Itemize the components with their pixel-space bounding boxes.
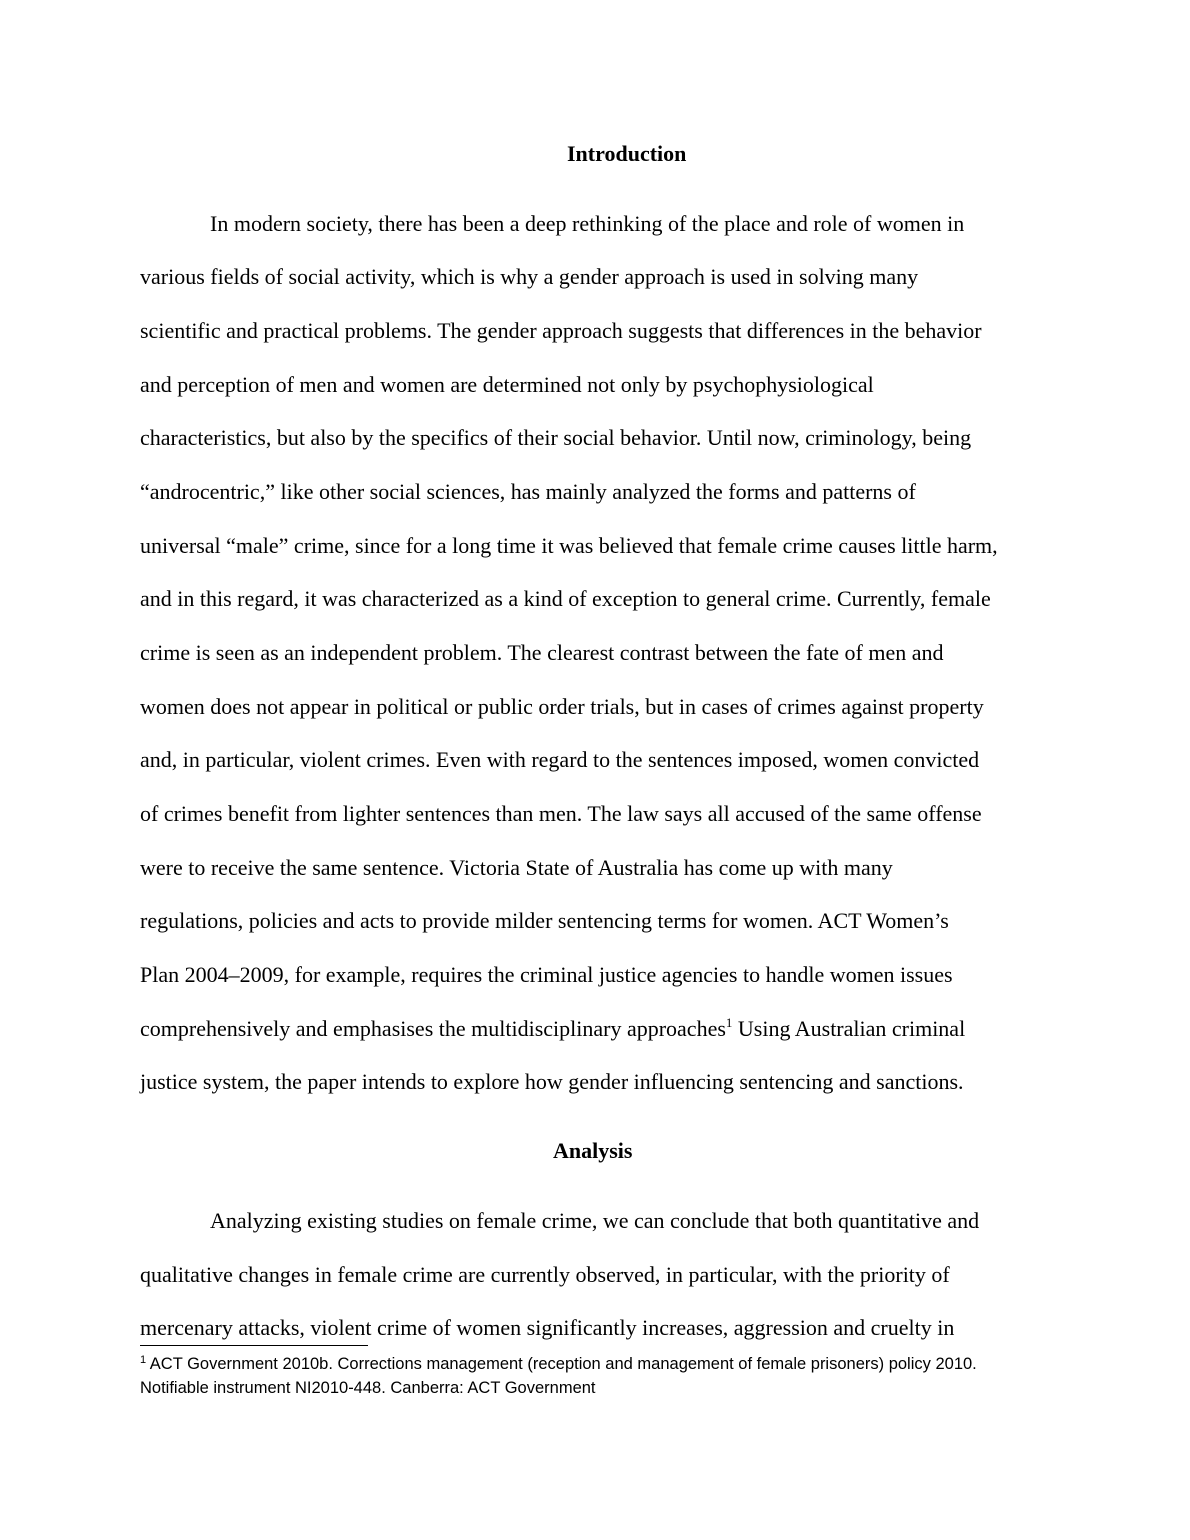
footnote-line: Notifiable instrument NI2010-448. Canberra: ACT Government <box>140 1379 596 1397</box>
footnote-mark: 1 <box>140 1354 147 1366</box>
intro-line: women does not appear in political or public order trials, but in cases of crimes against property <box>140 694 984 719</box>
intro-line: various fields of social activity, which is why a gender approach is used in solving many <box>140 264 919 289</box>
footnote-reference[interactable]: 1 <box>725 1015 733 1030</box>
intro-line: and, in particular, violent crimes. Even with regard to the sentences imposed, women convicted <box>140 747 980 772</box>
intro-line: “androcentric,” like other social sciences, has mainly analyzed the forms and patterns of <box>140 479 916 504</box>
intro-line-with-footnote <box>140 1014 965 1047</box>
analysis-line: Analyzing existing studies on female crime, we can conclude that both quantitative and <box>210 1208 980 1233</box>
analysis-heading: Analysis <box>553 1138 633 1163</box>
intro-text: comprehensively and emphasises the multidisciplinary approaches <box>140 1016 726 1041</box>
intro-line: were to receive the same sentence. Victoria State of Australia has come up with many <box>140 855 893 880</box>
analysis-line: qualitative changes in female crime are currently observed, in particular, with the priority of <box>140 1262 950 1287</box>
analysis-line: mercenary attacks, violent crime of women significantly increases, aggression and cruelty in <box>140 1315 955 1340</box>
intro-line: of crimes benefit from lighter sentences than men. The law says all accused of the same offense <box>140 801 982 826</box>
intro-line: regulations, policies and acts to provide milder sentencing terms for women. ACT Women’s <box>140 908 949 933</box>
intro-line: Plan 2004–2009, for example, requires the criminal justice agencies to handle women issues <box>140 962 953 987</box>
intro-line: In modern society, there has been a deep rethinking of the place and role of women in <box>210 211 965 236</box>
intro-line: and in this regard, it was characterized as a kind of exception to general crime. Currently, female <box>140 586 991 611</box>
intro-line: and perception of men and women are determined not only by psychophysiological <box>140 372 874 397</box>
footnote-text: ACT Government 2010b. Corrections management (reception and management of female prisoners) policy 2010. <box>146 1355 977 1373</box>
intro-text: Using Australian criminal <box>732 1016 966 1041</box>
intro-line: characteristics, but also by the specifics of their social behavior. Until now, criminology, being <box>140 425 972 450</box>
intro-line: scientific and practical problems. The gender approach suggests that differences in the behavior <box>140 318 982 343</box>
intro-line: crime is seen as an independent problem. The clearest contrast between the fate of men and <box>140 640 944 665</box>
intro-line: justice system, the paper intends to explore how gender influencing sentencing and sanctions. <box>140 1069 964 1094</box>
footnote-separator <box>140 1345 368 1346</box>
introduction-heading: Introduction <box>567 141 687 166</box>
footnote-line <box>140 1353 977 1377</box>
intro-line: universal “male” crime, since for a long time it was believed that female crime causes little harm, <box>140 533 998 558</box>
